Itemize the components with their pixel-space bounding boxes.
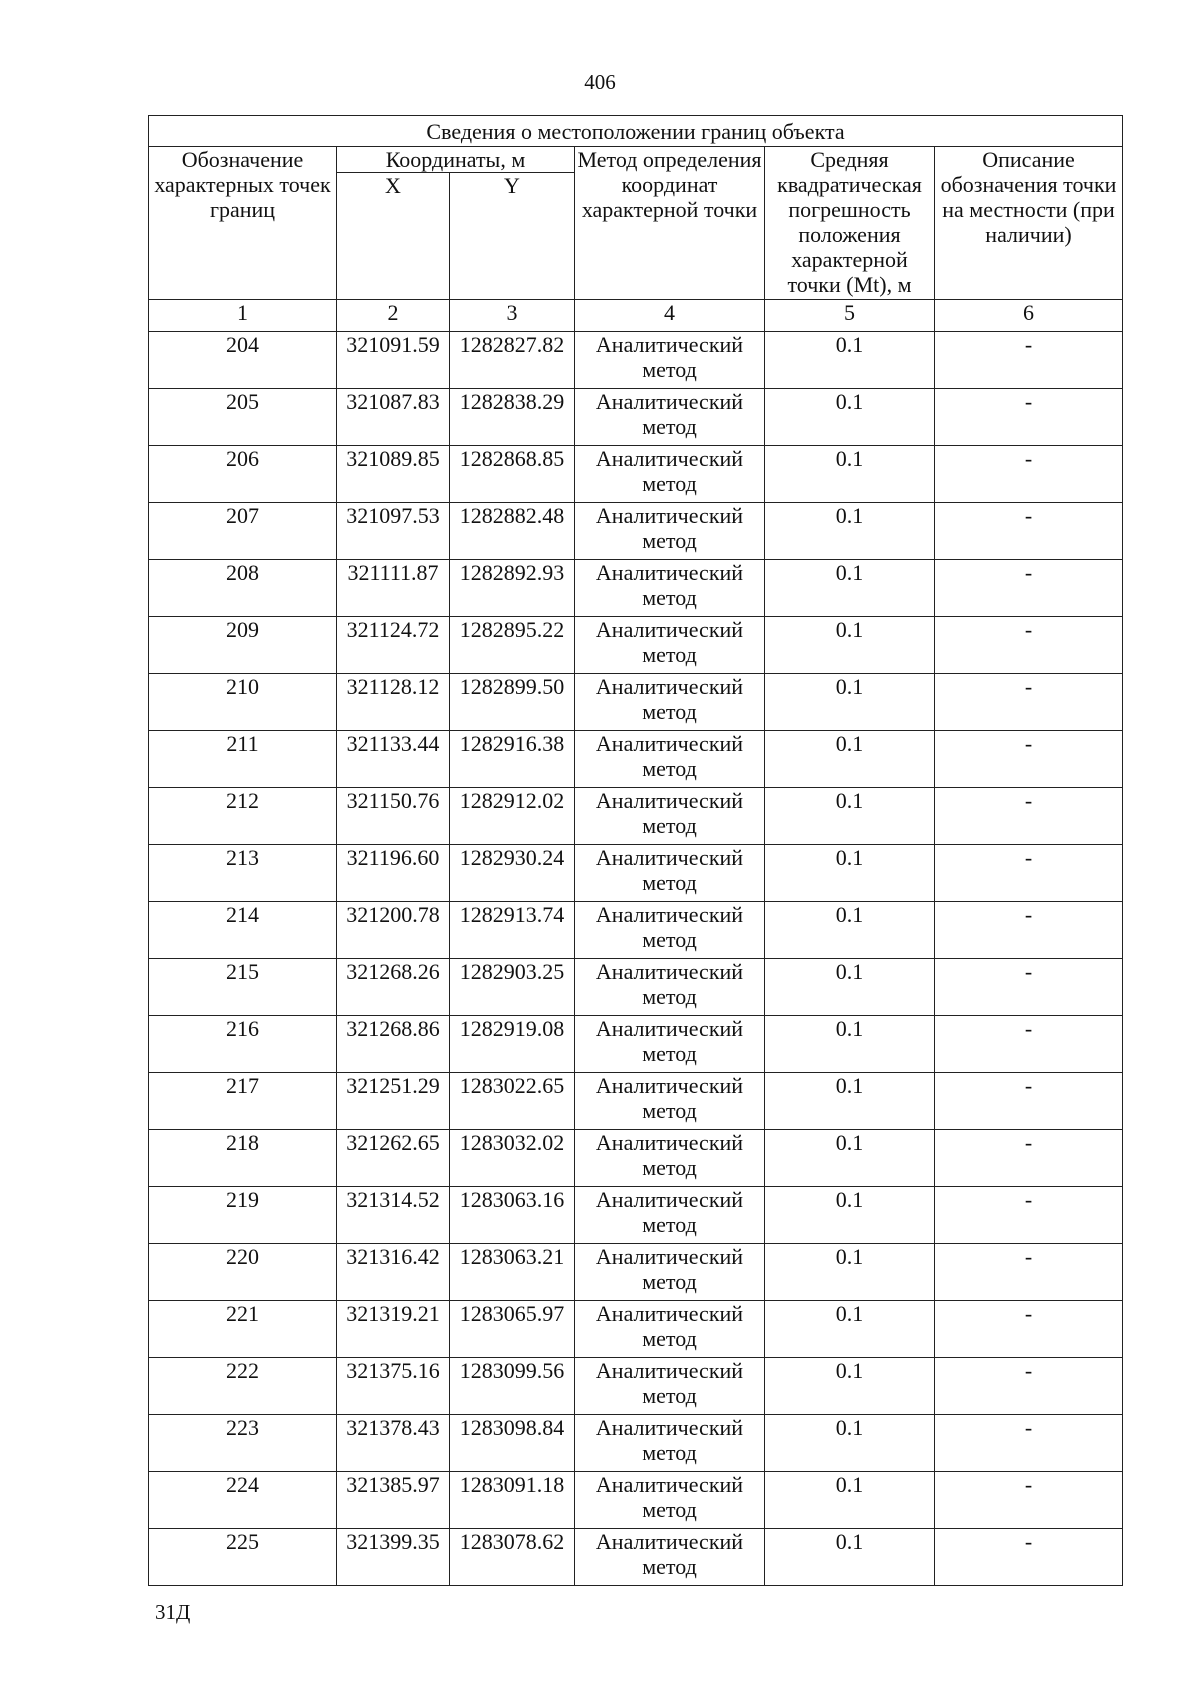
table-row (149, 731, 1123, 788)
header-y: Y (450, 173, 575, 300)
cell-error: 0.1 (765, 845, 935, 902)
cell-description: - (935, 1187, 1123, 1244)
cell-description: - (935, 617, 1123, 674)
cell-x: 321089.85 (337, 446, 450, 503)
cell-description: - (935, 389, 1123, 446)
cell-method: Аналитический метод (575, 560, 765, 617)
cell-x: 321385.97 (337, 1472, 450, 1529)
cell-error: 0.1 (765, 1130, 935, 1187)
cell-error: 0.1 (765, 1415, 935, 1472)
cell-method: Аналитический метод (575, 788, 765, 845)
cell-description: - (935, 845, 1123, 902)
cell-error: 0.1 (765, 503, 935, 560)
cell-error: 0.1 (765, 1472, 935, 1529)
cell-y: 1283063.16 (450, 1187, 575, 1244)
cell-y: 1282868.85 (450, 446, 575, 503)
table-row (149, 617, 1123, 674)
table-row (149, 1472, 1123, 1529)
cell-y: 1283032.02 (450, 1130, 575, 1187)
cell-method: Аналитический метод (575, 845, 765, 902)
cell-method: Аналитический метод (575, 332, 765, 389)
cell-point: 205 (149, 389, 337, 446)
table-row (149, 1130, 1123, 1187)
cell-method: Аналитический метод (575, 1472, 765, 1529)
cell-error: 0.1 (765, 788, 935, 845)
cell-point: 214 (149, 902, 337, 959)
cell-method: Аналитический метод (575, 731, 765, 788)
cell-point: 210 (149, 674, 337, 731)
table-row (149, 446, 1123, 503)
cell-description: - (935, 1130, 1123, 1187)
cell-y: 1282930.24 (450, 845, 575, 902)
cell-x: 321087.83 (337, 389, 450, 446)
cell-method: Аналитический метод (575, 1358, 765, 1415)
cell-error: 0.1 (765, 617, 935, 674)
cell-x: 321097.53 (337, 503, 450, 560)
cell-x: 321128.12 (337, 674, 450, 731)
cell-error: 0.1 (765, 1358, 935, 1415)
cell-y: 1282913.74 (450, 902, 575, 959)
cell-method: Аналитический метод (575, 1073, 765, 1130)
header-coords: Координаты, м (337, 147, 575, 173)
table-row (149, 1529, 1123, 1586)
column-number: 5 (765, 300, 935, 332)
header-error: Средняя квадратическая погрешность положения характерной точки (Mt), м (765, 147, 935, 300)
table-row (149, 389, 1123, 446)
cell-y: 1282838.29 (450, 389, 575, 446)
header-method: Метод определения координат характерной точки (575, 147, 765, 300)
cell-error: 0.1 (765, 446, 935, 503)
boundary-coordinates-table (148, 115, 1123, 1586)
table-body (149, 332, 1123, 1586)
table-row (149, 1415, 1123, 1472)
cell-y: 1282895.22 (450, 617, 575, 674)
cell-description: - (935, 959, 1123, 1016)
cell-point: 206 (149, 446, 337, 503)
cell-y: 1282919.08 (450, 1016, 575, 1073)
cell-x: 321091.59 (337, 332, 450, 389)
table-row (149, 1016, 1123, 1073)
cell-method: Аналитический метод (575, 959, 765, 1016)
cell-point: 212 (149, 788, 337, 845)
cell-x: 321196.60 (337, 845, 450, 902)
cell-error: 0.1 (765, 332, 935, 389)
cell-description: - (935, 1244, 1123, 1301)
cell-y: 1282882.48 (450, 503, 575, 560)
header-point: Обозначение характерных точек границ (149, 147, 337, 300)
cell-description: - (935, 446, 1123, 503)
cell-y: 1283078.62 (450, 1529, 575, 1586)
cell-error: 0.1 (765, 731, 935, 788)
cell-point: 204 (149, 332, 337, 389)
cell-y: 1283099.56 (450, 1358, 575, 1415)
cell-error: 0.1 (765, 1187, 935, 1244)
cell-x: 321111.87 (337, 560, 450, 617)
cell-description: - (935, 1016, 1123, 1073)
table-row (149, 503, 1123, 560)
cell-x: 321375.16 (337, 1358, 450, 1415)
table-row (149, 674, 1123, 731)
cell-y: 1282827.82 (450, 332, 575, 389)
cell-point: 218 (149, 1130, 337, 1187)
cell-method: Аналитический метод (575, 503, 765, 560)
cell-y: 1283063.21 (450, 1244, 575, 1301)
table-caption: Сведения о местоположении границ объекта (149, 116, 1123, 147)
cell-method: Аналитический метод (575, 446, 765, 503)
cell-point: 225 (149, 1529, 337, 1586)
cell-error: 0.1 (765, 1073, 935, 1130)
cell-point: 209 (149, 617, 337, 674)
cell-x: 321314.52 (337, 1187, 450, 1244)
cell-method: Аналитический метод (575, 1187, 765, 1244)
cell-method: Аналитический метод (575, 902, 765, 959)
cell-x: 321251.29 (337, 1073, 450, 1130)
cell-error: 0.1 (765, 1016, 935, 1073)
cell-point: 208 (149, 560, 337, 617)
cell-method: Аналитический метод (575, 1301, 765, 1358)
table-row (149, 1358, 1123, 1415)
cell-error: 0.1 (765, 1301, 935, 1358)
cell-method: Аналитический метод (575, 1016, 765, 1073)
cell-description: - (935, 560, 1123, 617)
table-row (149, 1073, 1123, 1130)
cell-x: 321262.65 (337, 1130, 450, 1187)
cell-description: - (935, 1529, 1123, 1586)
cell-y: 1282903.25 (450, 959, 575, 1016)
cell-description: - (935, 1472, 1123, 1529)
column-number: 1 (149, 300, 337, 332)
table-row (149, 845, 1123, 902)
cell-description: - (935, 674, 1123, 731)
cell-x: 321124.72 (337, 617, 450, 674)
cell-method: Аналитический метод (575, 1130, 765, 1187)
cell-x: 321200.78 (337, 902, 450, 959)
table-row (149, 788, 1123, 845)
cell-method: Аналитический метод (575, 1415, 765, 1472)
cell-method: Аналитический метод (575, 1529, 765, 1586)
cell-y: 1282916.38 (450, 731, 575, 788)
cell-x: 321268.86 (337, 1016, 450, 1073)
cell-error: 0.1 (765, 560, 935, 617)
table-row (149, 902, 1123, 959)
cell-error: 0.1 (765, 902, 935, 959)
cell-x: 321133.44 (337, 731, 450, 788)
cell-method: Аналитический метод (575, 674, 765, 731)
cell-description: - (935, 731, 1123, 788)
cell-point: 216 (149, 1016, 337, 1073)
cell-description: - (935, 1073, 1123, 1130)
cell-x: 321378.43 (337, 1415, 450, 1472)
column-number: 6 (935, 300, 1123, 332)
cell-method: Аналитический метод (575, 389, 765, 446)
cell-y: 1282899.50 (450, 674, 575, 731)
cell-point: 207 (149, 503, 337, 560)
table-row (149, 560, 1123, 617)
page-number: 406 (584, 70, 616, 94)
cell-y: 1283098.84 (450, 1415, 575, 1472)
cell-point: 224 (149, 1472, 337, 1529)
cell-point: 223 (149, 1415, 337, 1472)
header-description: Описание обозначения точки на местности (при наличии) (935, 147, 1123, 300)
cell-error: 0.1 (765, 1529, 935, 1586)
table-row (149, 959, 1123, 1016)
cell-method: Аналитический метод (575, 1244, 765, 1301)
cell-point: 215 (149, 959, 337, 1016)
cell-y: 1283065.97 (450, 1301, 575, 1358)
cell-error: 0.1 (765, 959, 935, 1016)
column-number: 3 (450, 300, 575, 332)
cell-error: 0.1 (765, 389, 935, 446)
cell-point: 220 (149, 1244, 337, 1301)
cell-y: 1282912.02 (450, 788, 575, 845)
cell-description: - (935, 788, 1123, 845)
cell-error: 0.1 (765, 674, 935, 731)
cell-y: 1282892.93 (450, 560, 575, 617)
cell-method: Аналитический метод (575, 617, 765, 674)
cell-x: 321316.42 (337, 1244, 450, 1301)
cell-description: - (935, 1301, 1123, 1358)
column-number: 2 (337, 300, 450, 332)
column-number: 4 (575, 300, 765, 332)
cell-description: - (935, 902, 1123, 959)
cell-description: - (935, 1358, 1123, 1415)
cell-x: 321268.26 (337, 959, 450, 1016)
cell-description: - (935, 332, 1123, 389)
cell-y: 1283022.65 (450, 1073, 575, 1130)
cell-description: - (935, 1415, 1123, 1472)
cell-x: 321150.76 (337, 788, 450, 845)
table-row (149, 1301, 1123, 1358)
header-x: X (337, 173, 450, 300)
cell-x: 321319.21 (337, 1301, 450, 1358)
cell-point: 211 (149, 731, 337, 788)
cell-point: 222 (149, 1358, 337, 1415)
cell-description: - (935, 503, 1123, 560)
cell-x: 321399.35 (337, 1529, 450, 1586)
cell-error: 0.1 (765, 1244, 935, 1301)
table-row (149, 332, 1123, 389)
cell-point: 219 (149, 1187, 337, 1244)
cell-point: 217 (149, 1073, 337, 1130)
cell-y: 1283091.18 (450, 1472, 575, 1529)
cell-point: 221 (149, 1301, 337, 1358)
table-row (149, 1244, 1123, 1301)
cell-point: 213 (149, 845, 337, 902)
document-code: 31Д (155, 1600, 191, 1624)
table-row (149, 1187, 1123, 1244)
